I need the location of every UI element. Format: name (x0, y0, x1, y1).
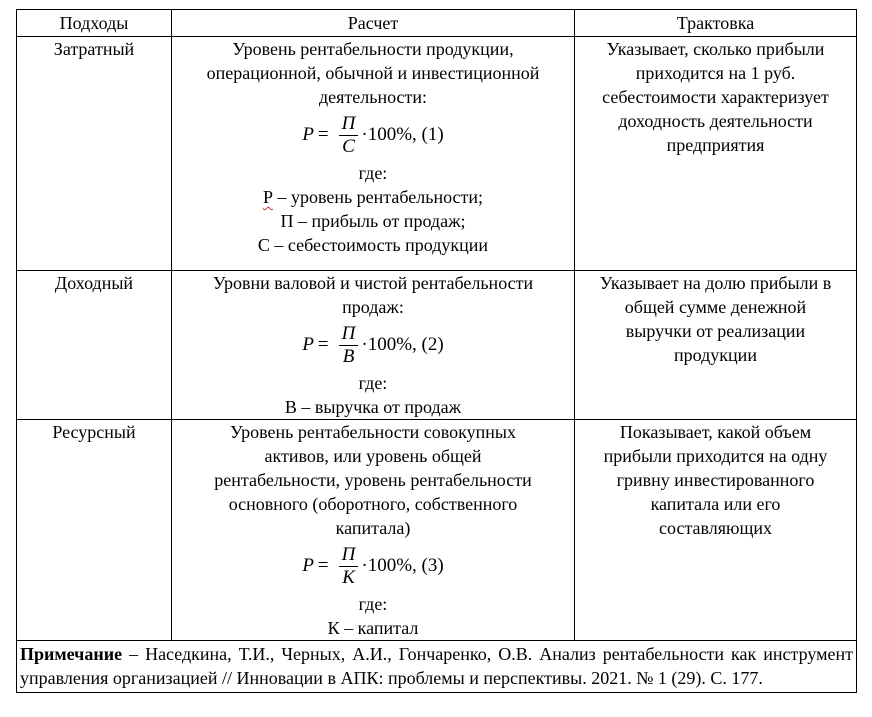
interpretation-cell (575, 271, 857, 420)
table-header-row (17, 10, 857, 37)
interp-line: приходится на 1 руб. (635, 63, 796, 83)
interp-line: составляющих (659, 518, 772, 538)
profitability-table (16, 9, 857, 693)
interpretation-cell (575, 420, 857, 641)
interp-line: Показывает, какой объем (619, 422, 812, 442)
calc-line: рентабельности, уровень рентабельности (214, 470, 532, 490)
formula-eq: = (317, 555, 329, 576)
table-row (17, 37, 857, 271)
formula-denominator: С (342, 135, 355, 157)
interpretation-cell (575, 37, 857, 271)
legend-line: П – прибыль от продаж; (280, 211, 466, 231)
note-cell (17, 641, 857, 693)
approach-cell: Ресурсный (17, 420, 172, 641)
interp-line: себестоимости характеризует (602, 87, 829, 107)
formula-fraction (339, 323, 359, 368)
interp-line: Указывает, сколько прибыли (606, 39, 825, 59)
interp-line: капитала или его (650, 494, 781, 514)
where-label: где: (358, 594, 388, 614)
formula-fraction (339, 544, 359, 589)
table-row (17, 271, 857, 420)
calc-line: Уровни валовой и чистой рентабельности (212, 273, 534, 293)
note-text: – Наседкина, Т.И., Черных, А.И., Гончаренко, О.В. Анализ рентабельности как инструмент управления организацией // Инновации в АПК: проблемы и перспективы. 2021. № 1 (29). С. 177. (20, 644, 853, 688)
interp-line: предприятия (666, 135, 765, 155)
formula-numerator: П (339, 544, 359, 567)
legend-line: В – выручка от продаж (284, 397, 462, 417)
table-row (17, 420, 857, 641)
calculation-cell (172, 37, 575, 271)
formula (175, 319, 571, 371)
interp-line: прибыли приходится на одну (603, 446, 828, 466)
legend-text: – уровень рентабельности; (272, 187, 484, 207)
formula-numerator: П (339, 323, 359, 346)
calc-line: Уровень рентабельности совокупных (230, 422, 516, 442)
formula-numerator: П (339, 113, 359, 136)
note-label: Примечание (20, 644, 123, 664)
formula-lhs: P (302, 555, 314, 576)
calculation-cell (172, 420, 575, 641)
header-calculation: Расчет (172, 10, 575, 37)
interp-line: гривну инвестированного (616, 470, 815, 490)
calc-line: деятельности: (318, 87, 428, 107)
where-label: где: (358, 163, 388, 183)
legend-symbol: Р (262, 187, 273, 207)
header-interpretation: Трактовка (575, 10, 857, 37)
formula-lhs: P (302, 124, 314, 145)
interp-line: доходность деятельности (618, 111, 813, 131)
calc-line: капитала) (335, 518, 411, 538)
legend-line: К – капитал (327, 618, 419, 638)
formula (175, 540, 571, 592)
approach-cell: Затратный (17, 37, 172, 271)
interp-line: Указывает на долю прибыли в (599, 273, 832, 293)
where-label: где: (358, 373, 388, 393)
formula-rest: ·100%, (3) (361, 555, 444, 576)
approach-cell: Доходный (17, 271, 172, 420)
calc-line: Уровень рентабельности продукции, (232, 39, 514, 59)
calc-line: операционной, обычной и инвестиционной (206, 63, 540, 83)
interp-line: продукции (674, 345, 757, 365)
formula-denominator: В (342, 345, 355, 367)
header-approach: Подходы (17, 10, 172, 37)
calc-line: активов, или уровень общей (264, 446, 482, 466)
formula-eq: = (317, 124, 329, 145)
formula-rest: ·100%, (2) (361, 334, 444, 355)
calculation-cell (172, 271, 575, 420)
formula-fraction (339, 113, 359, 158)
note-row (17, 641, 857, 693)
calc-line: основного (оборотного, собственного (228, 494, 518, 514)
interp-line: общей сумме денежной (624, 297, 807, 317)
legend-line (175, 185, 571, 209)
formula-lhs: P (302, 334, 314, 355)
legend-line: С – себестоимость продукции (257, 235, 489, 255)
interp-line: выручки от реализации (625, 321, 806, 341)
formula-denominator: К (342, 566, 355, 588)
formula (175, 109, 571, 161)
calc-line: продаж: (342, 297, 404, 317)
formula-rest: ·100%, (1) (361, 124, 444, 145)
formula-eq: = (317, 334, 329, 355)
